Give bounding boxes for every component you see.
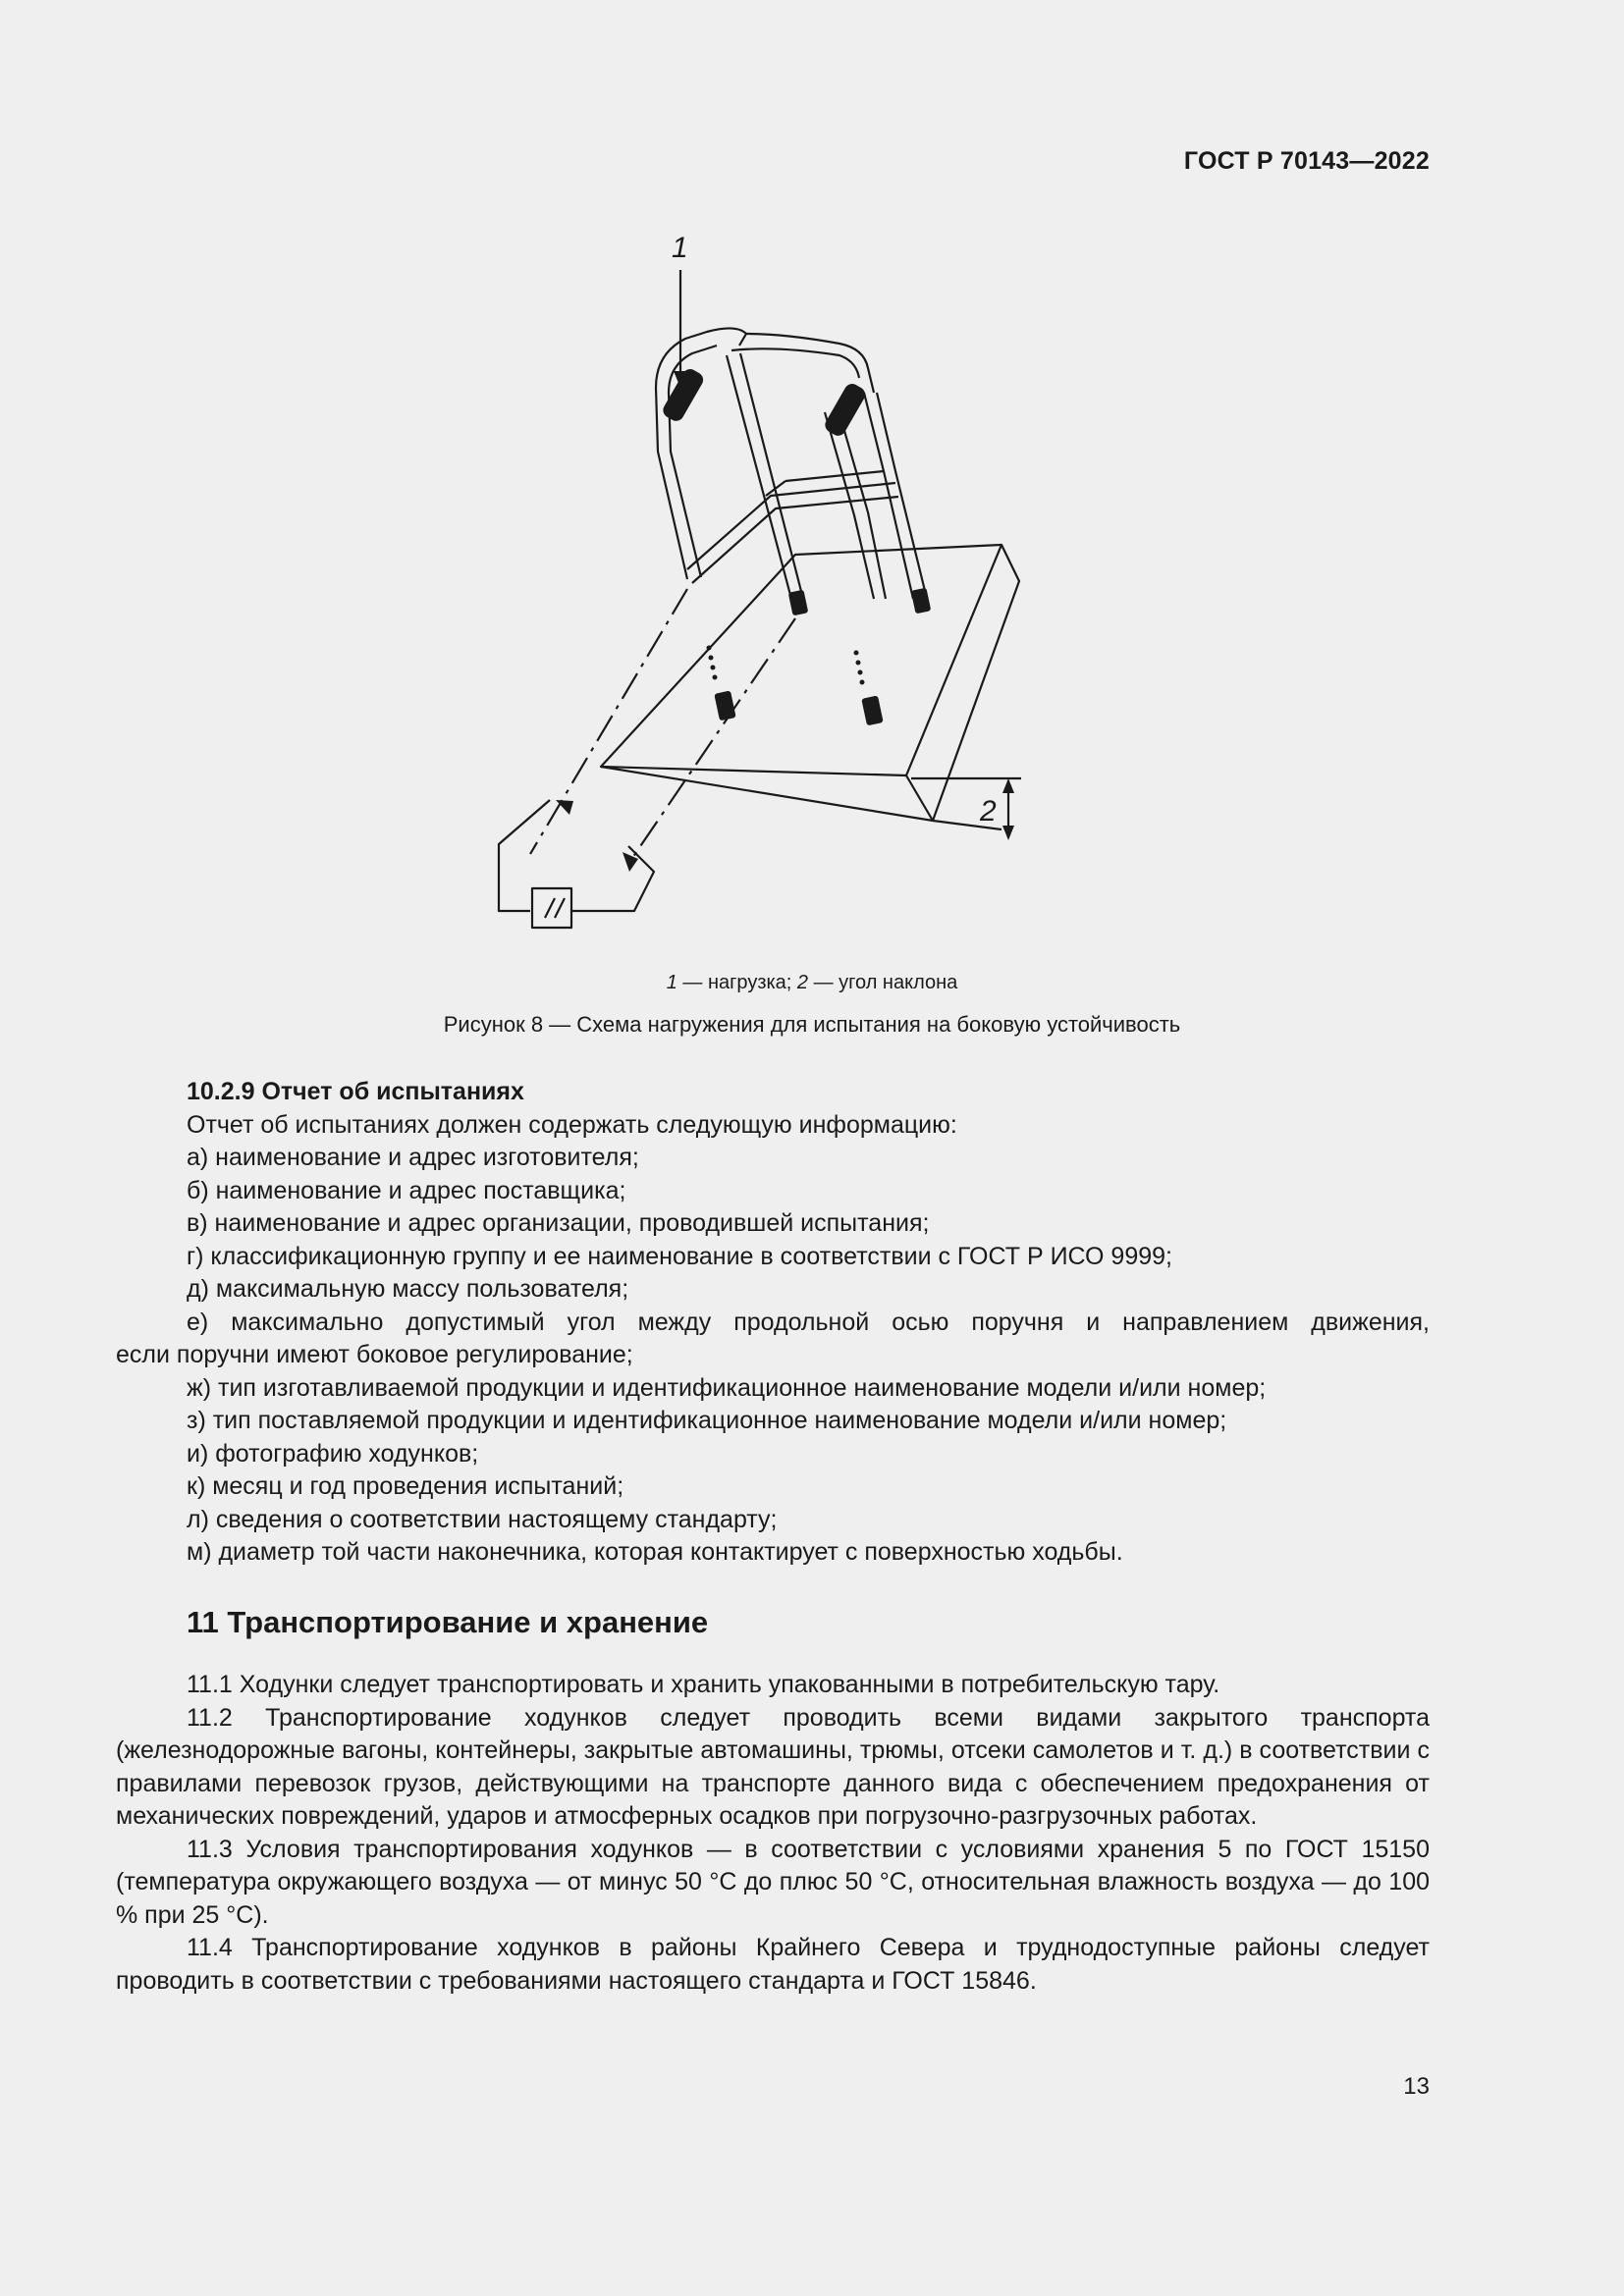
report-item: е) максимально допустимый угол между продольной осью поручня и направлением движения, (187, 1308, 1430, 1336)
figure-caption: Рисунок 8 — Схема нагружения для испытания на боковую устойчивость (443, 1012, 1181, 1037)
report-item: б) наименование и адрес поставщика; (187, 1176, 626, 1204)
paragraph-11-3: 11.3 Условия транспортирования ходунков — в соответствии с условиями хранения 5 по ГОСТ 15150 (температура окружающего воздуха — от минус 50 °С до плюс 50 °С, относительная влажность воздуха — до 100 % при 25 °С). (116, 1835, 1430, 1929)
report-item: г) классификационную группу и ее наименование в соответствии с ГОСТ Р ИСО 9999; (187, 1242, 1172, 1270)
walker-frame (656, 328, 927, 614)
paragraph-11-2: 11.2 Транспортирование ходунков следует проводить всеми видами закрытого транспорта (железнодорожные вагоны, контейнеры, закрытые автомашины, трюмы, отсеки самолетов и т. д.) в соответствии с правилами перевозок грузов, действующими на транспорте данного вида с обеспечением предохранения от механических повреждений, ударов и атмосферных осадков при погрузочно-разгрузочных работах. (116, 1703, 1430, 1830)
section-11-body (116, 1669, 1430, 1998)
document-code: ГОСТ Р 70143—2022 (1183, 147, 1430, 175)
load-axis-lines (530, 589, 795, 864)
page-number: 13 (1403, 2073, 1430, 2100)
report-item: ж) тип изготавливаемой продукции и идентификационное наименование модели и/или номер; (187, 1373, 1267, 1402)
report-item: з) тип поставляемой продукции и идентификационное наименование модели и/или номер; (187, 1407, 1227, 1434)
report-item: и) фотографию ходунков; (187, 1439, 479, 1468)
figure-legend: 1 — нагрузка; 2 — угол наклона (666, 972, 958, 993)
report-item: к) месяц и год проведения испытаний; (187, 1472, 624, 1500)
report-item: м) диаметр той части наконечника, которая контактирует с поверхностью ходьбы. (187, 1538, 1123, 1566)
report-item: л) сведения о соответствии настоящему стандарту; (187, 1505, 778, 1533)
paragraph-11-1: 11.1 Ходунки следует транспортировать и хранить упакованными в потребительскую тару. (187, 1671, 1220, 1698)
report-item: а) наименование и адрес изготовителя; (187, 1144, 639, 1171)
report-item-continuation: если поручни имеют боковое регулирование; (116, 1341, 633, 1368)
report-section (116, 1076, 1430, 1570)
report-intro: Отчет об испытаниях должен содержать следующую информацию: (187, 1110, 957, 1139)
callout-2-label: 2 (980, 795, 997, 828)
callout-1-label: 1 (672, 232, 688, 264)
report-subheading: 10.2.9 Отчет об испытаниях (187, 1078, 524, 1105)
report-item: д) максимальную массу пользователя; (187, 1275, 629, 1303)
report-item: в) наименование и адрес организации, проводившей испытания; (187, 1209, 930, 1237)
section-11-title: 11 Транспортирование и хранение (187, 1605, 709, 1639)
tilted-platform (601, 545, 1021, 829)
paragraph-11-4: 11.4 Транспортирование ходунков в районы Крайнего Севера и труднодоступные районы следует проводить в соответствии с требованиями настоящего стандарта и ГОСТ 15846. (116, 1934, 1430, 1995)
walker-lateral-stability-figure (471, 216, 1060, 933)
